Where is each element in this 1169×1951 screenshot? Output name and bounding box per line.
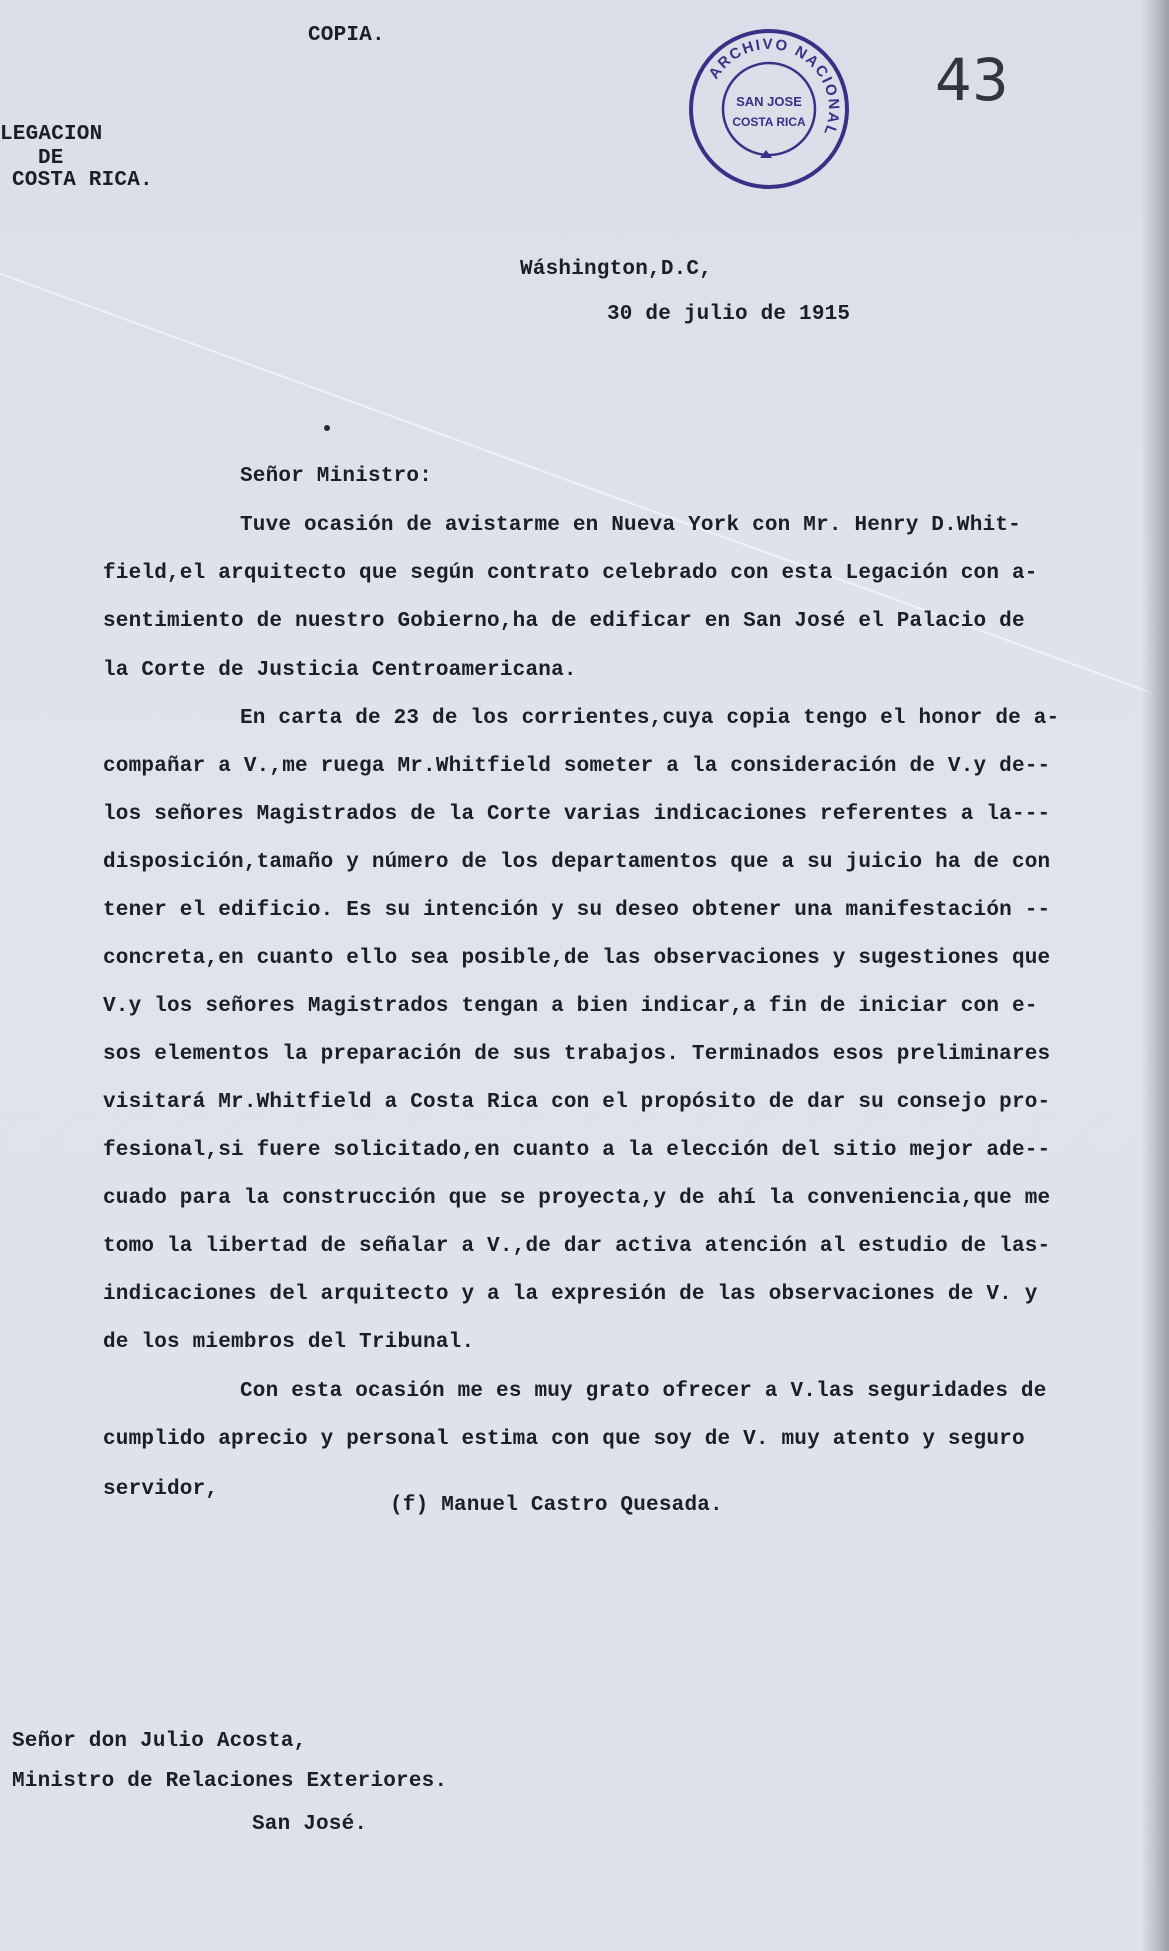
body-line: sos elementos la preparación de sus trabajos. Terminados esos preliminares [103, 1043, 1051, 1066]
body-line: cumplido aprecio y personal estima con que soy de V. muy atento y seguro [103, 1428, 1025, 1451]
stamp-ring-text: ARCHIVO NACIONAL [705, 35, 843, 140]
body-line: field,el arquitecto que según contrato celebrado con esta Legación con a- [103, 562, 1038, 585]
archive-stamp [688, 28, 850, 190]
body-line: tomo la libertad de señalar a V.,de dar activa atención al estudio de las- [103, 1235, 1051, 1258]
body-line: concreta,en cuanto ello sea posible,de las observaciones y sugestiones que [103, 947, 1051, 970]
body-line: servidor, [103, 1478, 219, 1501]
addressee-line-2: Ministro de Relaciones Exteriores. [12, 1770, 448, 1793]
body-line: Con esta ocasión me es muy grato ofrecer a V.las seguridades de [240, 1380, 1047, 1403]
addressee-line-1: Señor don Julio Acosta, [12, 1730, 307, 1753]
handwritten-page-number: 43 [935, 46, 1009, 114]
date-line: 30 de julio de 1915 [607, 303, 851, 326]
paper-crease [0, 258, 1169, 705]
legation-line-1: LEGACION [0, 123, 103, 146]
stamp-country: COSTA RICA [732, 115, 806, 129]
body-line: V.y los señores Magistrados tengan a bien indicar,a fin de iniciar con e- [103, 995, 1038, 1018]
body-line: En carta de 23 de los corrientes,cuya copia tengo el honor de a- [240, 707, 1060, 730]
body-line: tener el edificio. Es su intención y su deseo obtener una manifestación -- [103, 899, 1051, 922]
ink-dot [324, 425, 330, 431]
signature: (f) Manuel Castro Quesada. [390, 1494, 723, 1517]
salutation: Señor Ministro: [240, 465, 433, 488]
body-line: visitará Mr.Whitfield a Costa Rica con el propósito de dar su consejo pro- [103, 1091, 1051, 1114]
body-line: sentimiento de nuestro Gobierno,ha de edificar en San José el Palacio de [103, 610, 1025, 633]
copy-label: COPIA. [308, 24, 385, 47]
place-line: Wáshington,D.C, [520, 258, 713, 281]
body-line: indicaciones del arquitecto y a la expresión de las observaciones de V. y [103, 1283, 1038, 1306]
body-line: compañar a V.,me ruega Mr.Whitfield someter a la consideración de V.y de-- [103, 755, 1051, 778]
addressee-line-3: San José. [252, 1813, 368, 1836]
body-line: los señores Magistrados de la Corte varias indicaciones referentes a la--- [103, 803, 1051, 826]
body-line: fesional,si fuere solicitado,en cuanto a la elección del sitio mejor ade-- [103, 1139, 1051, 1162]
body-line: cuado para la construcción que se proyecta,y de ahí la conveniencia,que me [103, 1187, 1051, 1210]
body-line: de los miembros del Tribunal. [103, 1331, 475, 1354]
body-line: la Corte de Justicia Centroamericana. [103, 659, 577, 682]
stamp-city: SAN JOSE [736, 94, 802, 109]
legation-line-3: COSTA RICA. [12, 169, 153, 192]
legation-line-2: DE [38, 147, 64, 170]
body-line: Tuve ocasión de avistarme en Nueva York con Mr. Henry D.Whit- [240, 514, 1021, 537]
body-line: disposición,tamaño y número de los departamentos que a su juicio ha de con [103, 851, 1051, 874]
page-edge-shadow [1141, 0, 1169, 1951]
